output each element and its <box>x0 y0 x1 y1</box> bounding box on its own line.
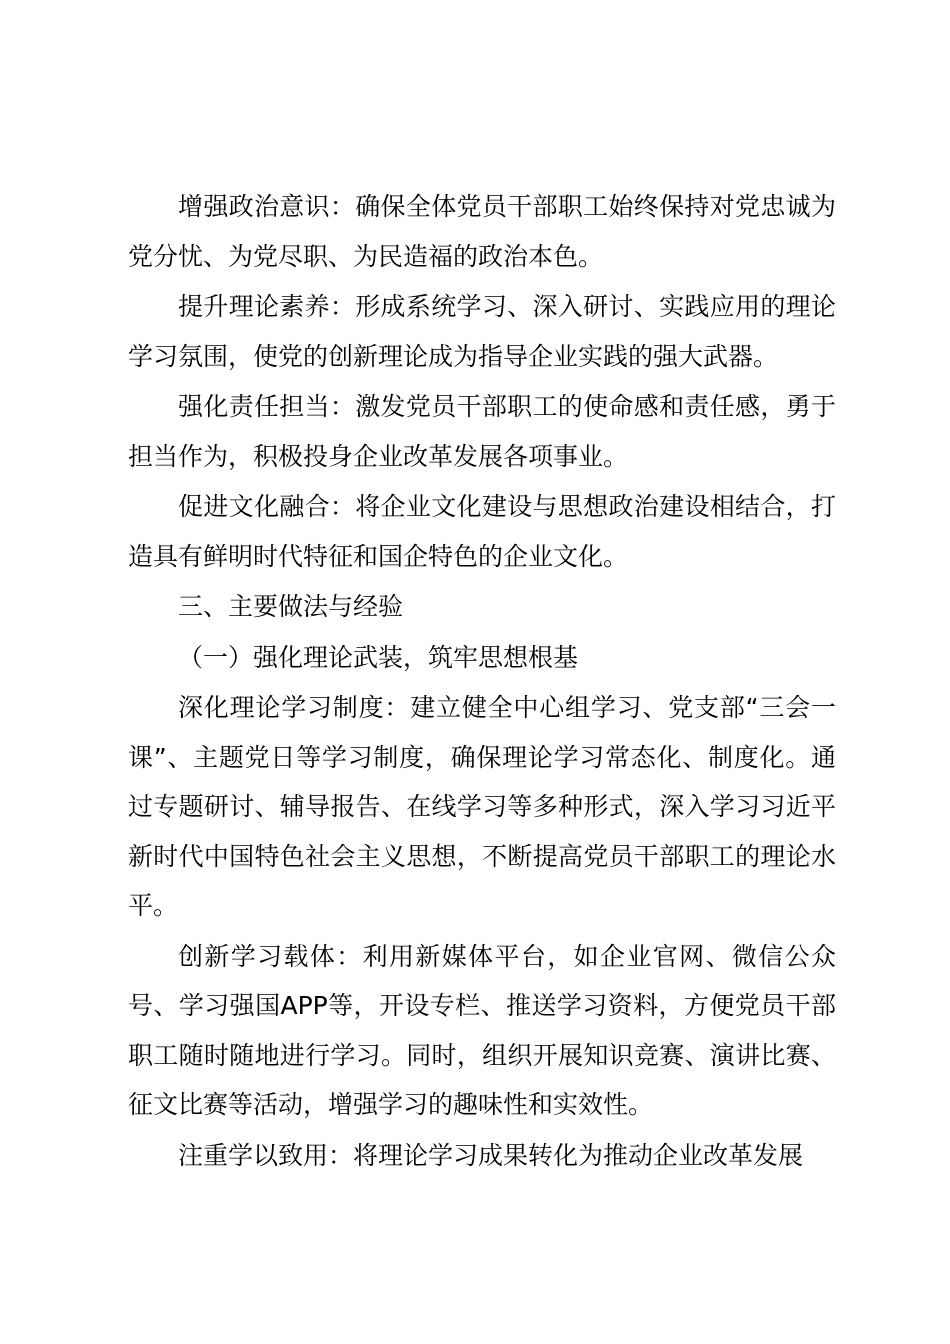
subsection-heading-theory: （一）强化理论武装，筑牢思想根基 <box>178 642 579 672</box>
paragraph-political-awareness: 增强政治意识：确保全体党员干部职工始终保持对党忠诚为党分忧、为党尽职、为民造福的政治本色。 <box>128 192 836 271</box>
paragraph-apply-learning: 注重学以致用：将理论学习成果转化为推动企业改革发展 <box>178 1140 804 1170</box>
paragraph-theoretical-literacy: 提升理论素养：形成系统学习、深入研讨、实践应用的理论学习氛围，使党的创新理论成为指导企业实践的强大武器。 <box>128 292 836 371</box>
document-body <box>128 182 836 1181</box>
paragraph-learning-carriers: 创新学习载体：利用新媒体平台，如企业官网、微信公众号、学习强国APP等，开设专栏、推送学习资料，方便党员干部职工随时随地进行学习。同时，组织开展知识竞赛、演讲比赛、征文比赛等活动，增强学习的趣味性和实效性。 <box>128 941 836 1119</box>
paragraph-cultural-integration: 促进文化融合：将企业文化建设与思想政治建设相结合，打造具有鲜明时代特征和国企特色的企业文化。 <box>128 492 836 571</box>
paragraph-study-system: 深化理论学习制度：建立健全中心组学习、党支部“三会一课”、主题党日等学习制度，确保理论学习常态化、制度化。通过专题研讨、辅导报告、在线学习等多种形式，深入学习习近平新时代中国特色社会主义思想，不断提高党员干部职工的理论水平。 <box>128 693 836 920</box>
paragraph-responsibility: 强化责任担当：激发党员干部职工的使命感和责任感，勇于担当作为，积极投身企业改革发展各项事业。 <box>128 392 836 471</box>
section-heading-main-practices: 三、主要做法与经验 <box>178 592 404 621</box>
